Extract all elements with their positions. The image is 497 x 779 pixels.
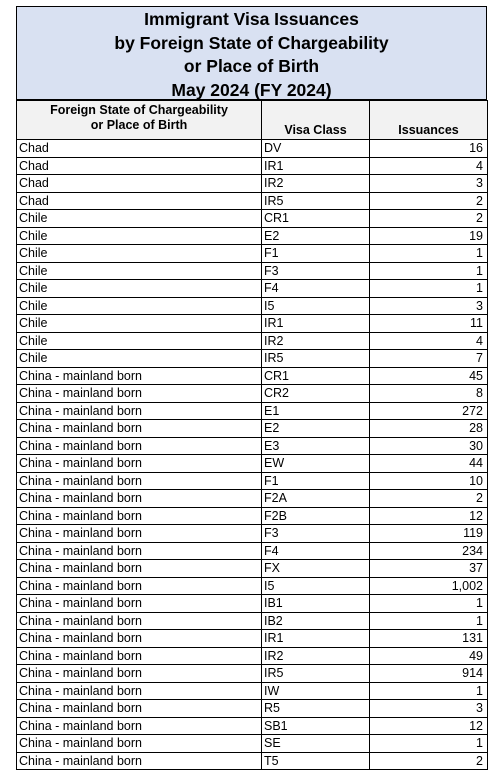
issuances-cell: 28	[370, 420, 488, 438]
country-cell: Chile	[17, 280, 262, 298]
table-row	[17, 210, 488, 228]
visa-class-cell: IR1	[262, 315, 370, 333]
issuances-cell: 119	[370, 525, 488, 543]
table-row	[17, 560, 488, 578]
country-cell: Chile	[17, 315, 262, 333]
table-row	[17, 630, 488, 648]
issuances-cell: 12	[370, 717, 488, 735]
table-row	[17, 157, 488, 175]
report-title	[16, 6, 487, 100]
table-row	[17, 752, 488, 770]
visa-class-cell: T5	[262, 752, 370, 770]
issuances-cell: 2	[370, 192, 488, 210]
title-line-4: May 2024 (FY 2024)	[171, 79, 332, 100]
issuances-cell: 1	[370, 262, 488, 280]
issuances-cell: 45	[370, 367, 488, 385]
table-row	[17, 175, 488, 193]
country-cell: China - mainland born	[17, 647, 262, 665]
country-cell: Chile	[17, 332, 262, 350]
table-row	[17, 472, 488, 490]
country-cell: Chad	[17, 157, 262, 175]
issuances-cell: 1	[370, 245, 488, 263]
table-row	[17, 612, 488, 630]
visa-class-cell: E2	[262, 227, 370, 245]
visa-class-cell: IR5	[262, 665, 370, 683]
table-row	[17, 577, 488, 595]
country-cell: Chile	[17, 350, 262, 368]
table-row	[17, 367, 488, 385]
table-row	[17, 490, 488, 508]
table-row	[17, 245, 488, 263]
country-cell: China - mainland born	[17, 402, 262, 420]
country-cell: China - mainland born	[17, 612, 262, 630]
country-cell: China - mainland born	[17, 665, 262, 683]
visa-class-cell: I5	[262, 297, 370, 315]
issuances-cell: 16	[370, 140, 488, 158]
title-line-3: or Place of Birth	[183, 56, 320, 76]
visa-class-cell: F3	[262, 262, 370, 280]
issuance-table	[16, 100, 488, 770]
country-cell: Chad	[17, 175, 262, 193]
issuance-sheet	[16, 6, 487, 770]
issuances-cell: 4	[370, 332, 488, 350]
table-row	[17, 682, 488, 700]
visa-class-cell: IR5	[262, 192, 370, 210]
issuances-cell: 3	[370, 700, 488, 718]
country-cell: China - mainland born	[17, 542, 262, 560]
issuances-cell: 914	[370, 665, 488, 683]
visa-class-cell: IR1	[262, 157, 370, 175]
issuances-cell: 2	[370, 490, 488, 508]
table-row	[17, 297, 488, 315]
issuances-cell: 8	[370, 385, 488, 403]
visa-class-cell: E1	[262, 402, 370, 420]
visa-class-cell: IR2	[262, 175, 370, 193]
visa-class-cell: CR2	[262, 385, 370, 403]
table-row	[17, 140, 488, 158]
table-row	[17, 647, 488, 665]
country-cell: Chile	[17, 262, 262, 280]
issuances-cell: 1	[370, 735, 488, 753]
table-row	[17, 227, 488, 245]
table-row	[17, 735, 488, 753]
issuances-cell: 1	[370, 595, 488, 613]
issuances-cell: 3	[370, 175, 488, 193]
visa-class-cell: E2	[262, 420, 370, 438]
visa-class-cell: IB1	[262, 595, 370, 613]
visa-class-cell: IR2	[262, 647, 370, 665]
visa-class-cell: IW	[262, 682, 370, 700]
issuances-cell: 37	[370, 560, 488, 578]
table-row	[17, 507, 488, 525]
header-row	[17, 101, 488, 140]
table-row	[17, 280, 488, 298]
country-cell: China - mainland born	[17, 560, 262, 578]
visa-class-cell: IB2	[262, 612, 370, 630]
issuances-cell: 1	[370, 612, 488, 630]
visa-class-cell: CR1	[262, 210, 370, 228]
country-header-line-1: Foreign State of Chargeability	[50, 103, 228, 117]
table-row	[17, 525, 488, 543]
visa-class-cell: F1	[262, 472, 370, 490]
country-cell: China - mainland born	[17, 735, 262, 753]
country-header-line-2: or Place of Birth	[90, 118, 188, 132]
issuances-cell: 10	[370, 472, 488, 490]
country-cell: China - mainland born	[17, 420, 262, 438]
visa-class-cell: F2A	[262, 490, 370, 508]
country-cell: China - mainland born	[17, 472, 262, 490]
country-cell: China - mainland born	[17, 455, 262, 473]
country-cell: China - mainland born	[17, 437, 262, 455]
table-row	[17, 455, 488, 473]
country-cell: China - mainland born	[17, 507, 262, 525]
visa-class-cell: IR1	[262, 630, 370, 648]
issuances-cell: 1,002	[370, 577, 488, 595]
country-cell: China - mainland born	[17, 490, 262, 508]
country-cell: Chile	[17, 210, 262, 228]
table-row	[17, 665, 488, 683]
visa-class-cell: SB1	[262, 717, 370, 735]
visa-class-cell: F4	[262, 280, 370, 298]
visa-class-cell: I5	[262, 577, 370, 595]
table-row	[17, 700, 488, 718]
visa-class-cell: E3	[262, 437, 370, 455]
table-row	[17, 385, 488, 403]
issuances-cell: 30	[370, 437, 488, 455]
issuances-cell: 2	[370, 210, 488, 228]
issuances-cell: 7	[370, 350, 488, 368]
country-cell: China - mainland born	[17, 595, 262, 613]
country-column-header	[17, 101, 262, 140]
issuances-cell: 272	[370, 402, 488, 420]
issuances-cell: 2	[370, 752, 488, 770]
issuances-cell: 3	[370, 297, 488, 315]
country-cell: China - mainland born	[17, 682, 262, 700]
table-row	[17, 437, 488, 455]
table-body	[17, 140, 488, 770]
country-cell: Chile	[17, 245, 262, 263]
visa-class-cell: F3	[262, 525, 370, 543]
issuances-cell: 131	[370, 630, 488, 648]
visa-class-cell: F2B	[262, 507, 370, 525]
table-row	[17, 595, 488, 613]
country-cell: China - mainland born	[17, 717, 262, 735]
issuances-cell: 12	[370, 507, 488, 525]
issuances-cell: 4	[370, 157, 488, 175]
issuances-cell: 44	[370, 455, 488, 473]
country-cell: Chad	[17, 192, 262, 210]
table-row	[17, 192, 488, 210]
visa-class-cell: SE	[262, 735, 370, 753]
country-cell: China - mainland born	[17, 367, 262, 385]
visa-class-cell: DV	[262, 140, 370, 158]
country-cell: Chile	[17, 227, 262, 245]
country-cell: China - mainland born	[17, 577, 262, 595]
issuances-column-header: Issuances	[370, 101, 488, 140]
issuances-cell: 11	[370, 315, 488, 333]
table-row	[17, 332, 488, 350]
visa-class-cell: FX	[262, 560, 370, 578]
table-row	[17, 315, 488, 333]
country-cell: China - mainland born	[17, 752, 262, 770]
country-cell: Chad	[17, 140, 262, 158]
visa-class-cell: CR1	[262, 367, 370, 385]
issuances-cell: 234	[370, 542, 488, 560]
table-row	[17, 717, 488, 735]
title-line-2: by Foreign State of Chargeability	[114, 32, 389, 53]
table-row	[17, 262, 488, 280]
visa-class-cell: EW	[262, 455, 370, 473]
table-row	[17, 350, 488, 368]
visa-class-cell: R5	[262, 700, 370, 718]
visa-class-cell: F1	[262, 245, 370, 263]
visa-class-cell: F4	[262, 542, 370, 560]
title-line-1: Immigrant Visa Issuances	[144, 9, 359, 29]
table-row	[17, 542, 488, 560]
issuances-cell: 19	[370, 227, 488, 245]
country-cell: China - mainland born	[17, 700, 262, 718]
visa-class-column-header: Visa Class	[262, 101, 370, 140]
country-cell: China - mainland born	[17, 385, 262, 403]
country-cell: Chile	[17, 297, 262, 315]
table-row	[17, 402, 488, 420]
issuances-cell: 1	[370, 682, 488, 700]
table-row	[17, 420, 488, 438]
country-cell: China - mainland born	[17, 525, 262, 543]
country-cell: China - mainland born	[17, 630, 262, 648]
issuances-cell: 1	[370, 280, 488, 298]
visa-class-cell: IR2	[262, 332, 370, 350]
issuances-cell: 49	[370, 647, 488, 665]
visa-class-cell: IR5	[262, 350, 370, 368]
